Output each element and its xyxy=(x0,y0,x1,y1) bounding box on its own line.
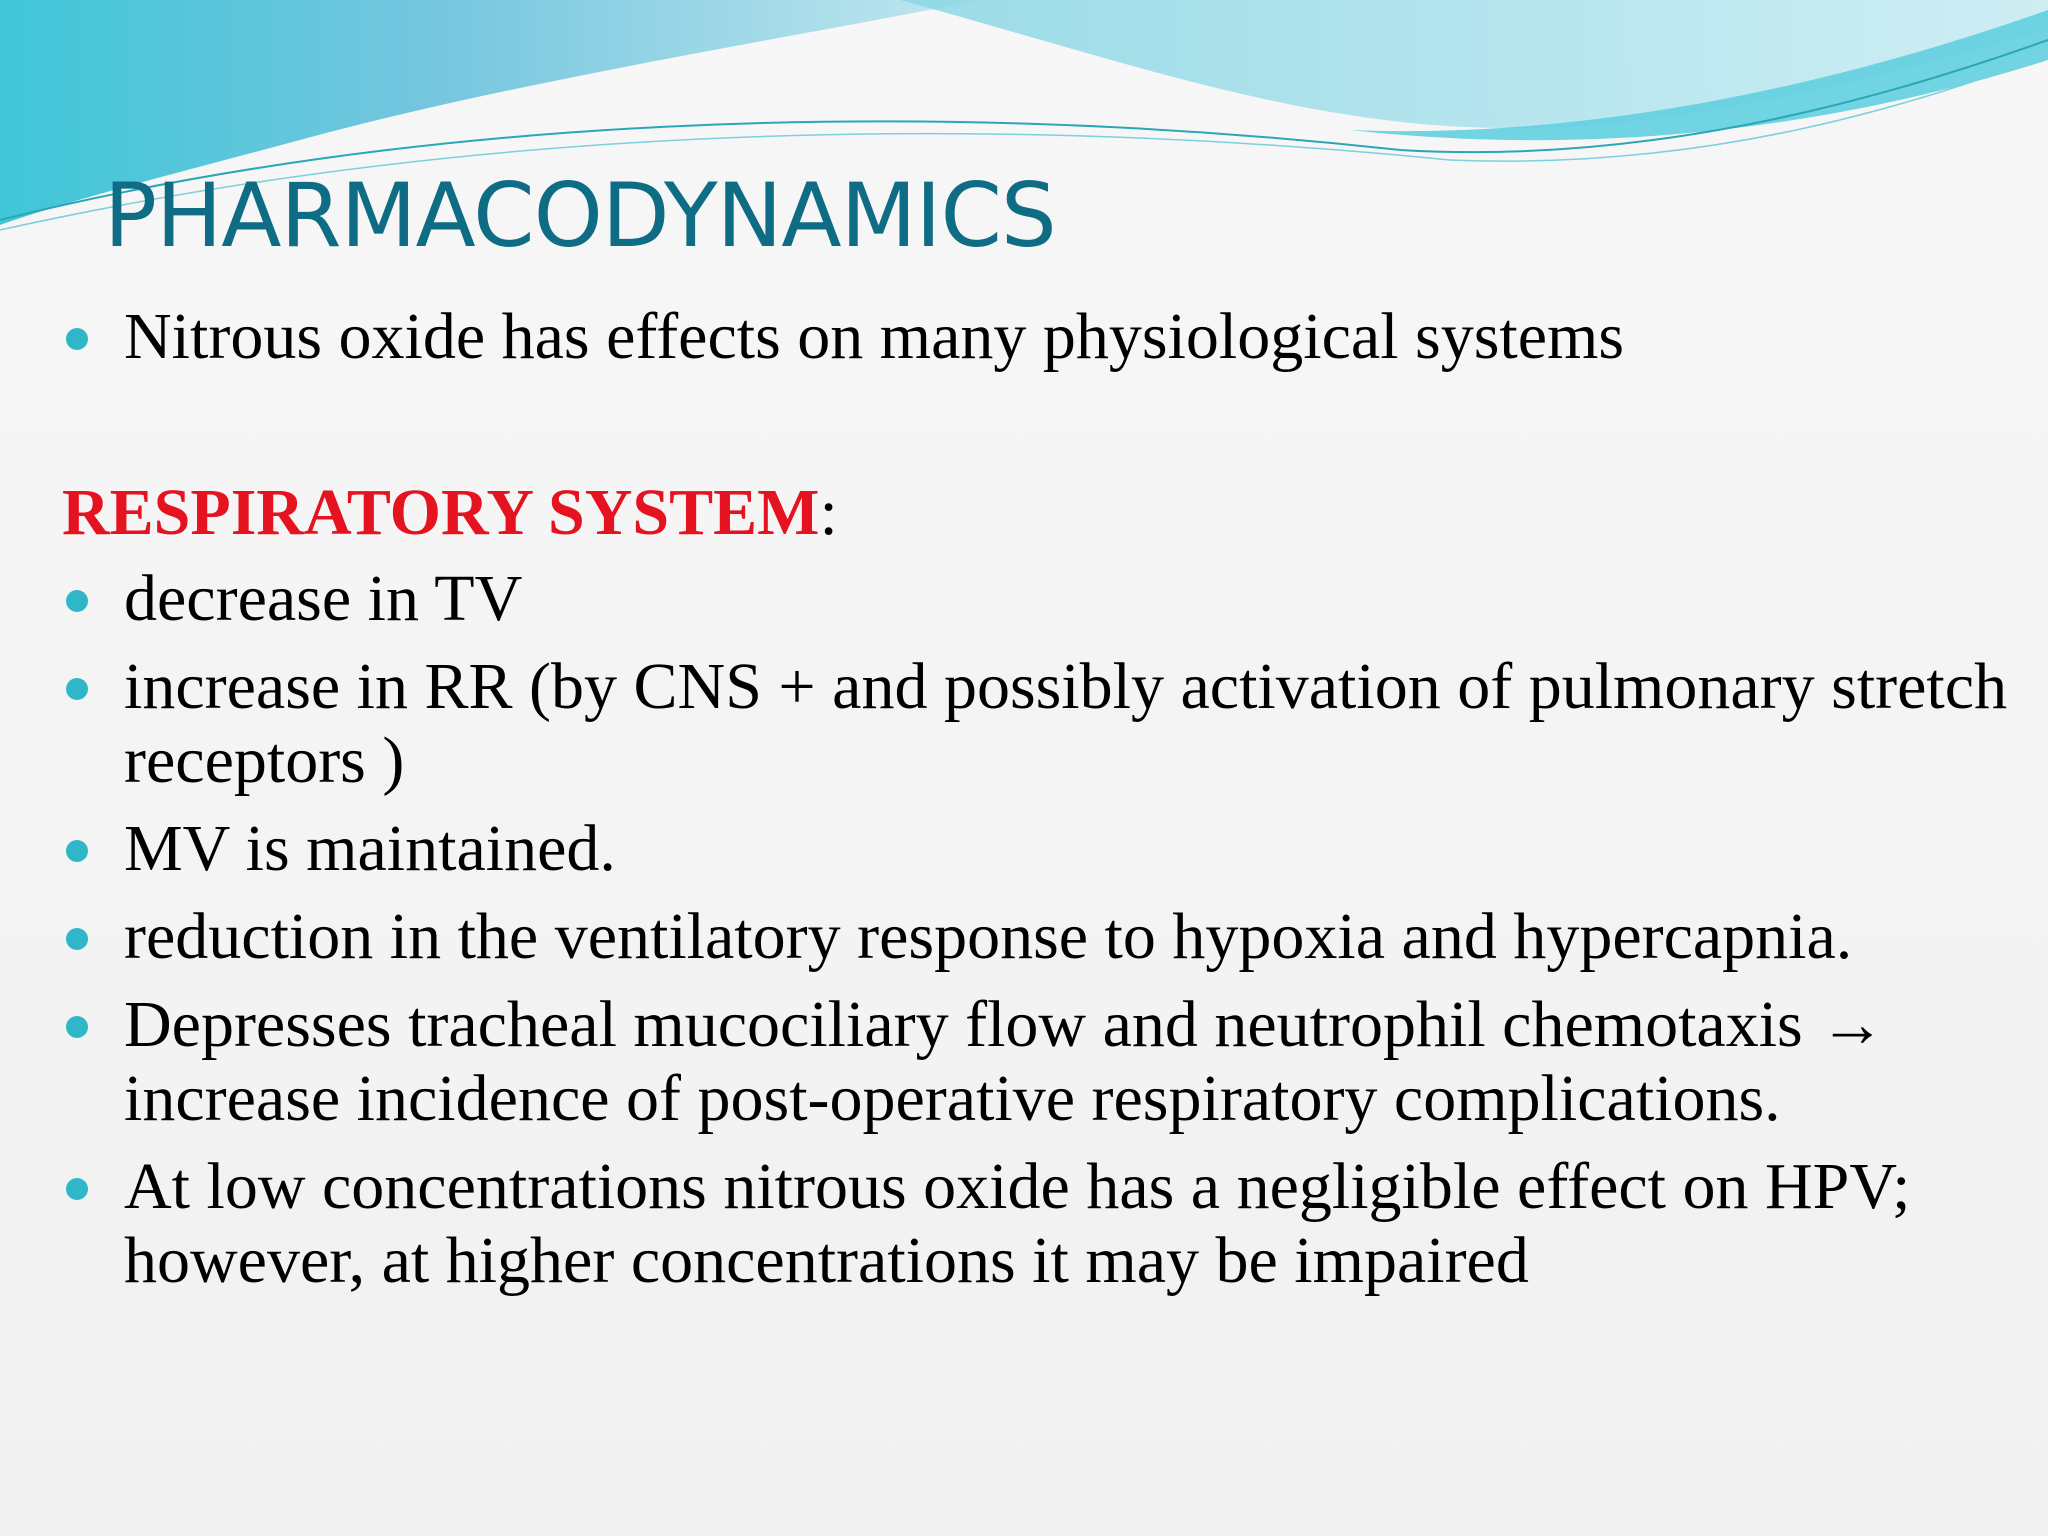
section-heading xyxy=(62,476,2022,550)
bullet-dot-icon xyxy=(66,1178,88,1200)
list-item xyxy=(62,562,2022,636)
list-item-text: increase in RR (by CNS + and possibly activation of pulmonary stretch receptors ) xyxy=(124,650,2008,797)
list-item-text: MV is maintained. xyxy=(124,812,616,885)
section-heading-label: RESPIRATORY SYSTEM xyxy=(62,476,820,549)
bullet-dot-icon xyxy=(66,590,88,612)
bullet-dot-icon xyxy=(66,328,88,350)
intro-bullet-text: Nitrous oxide has effects on many physiological systems xyxy=(124,300,1625,373)
list-item xyxy=(62,1150,2022,1298)
list-item-text: decrease in TV xyxy=(124,562,523,635)
list-item xyxy=(62,988,2022,1136)
bullet-dot-icon xyxy=(66,678,88,700)
list-item xyxy=(62,900,2022,974)
slide-title: PHARMACODYNAMICS xyxy=(104,164,1056,267)
list-item-text: At low concentrations nitrous oxide has a negligible effect on HPV; however, at higher concentrations it may be impaired xyxy=(124,1150,1911,1297)
list-item-text: Depresses tracheal mucociliary flow and neutrophil chemotaxis → increase incidence of post-operative respiratory complications. xyxy=(124,988,1886,1135)
section-heading-colon: : xyxy=(819,476,838,549)
bullet-dot-icon xyxy=(66,928,88,950)
intro-bullet xyxy=(62,300,2022,374)
list-item xyxy=(62,812,2022,886)
bullet-dot-icon xyxy=(66,1016,88,1038)
respiratory-bullet-list xyxy=(62,562,2022,1298)
bullet-dot-icon xyxy=(66,840,88,862)
list-item xyxy=(62,650,2022,798)
slide-content xyxy=(62,300,2022,1312)
list-item-text: reduction in the ventilatory response to hypoxia and hypercapnia. xyxy=(124,900,1853,973)
